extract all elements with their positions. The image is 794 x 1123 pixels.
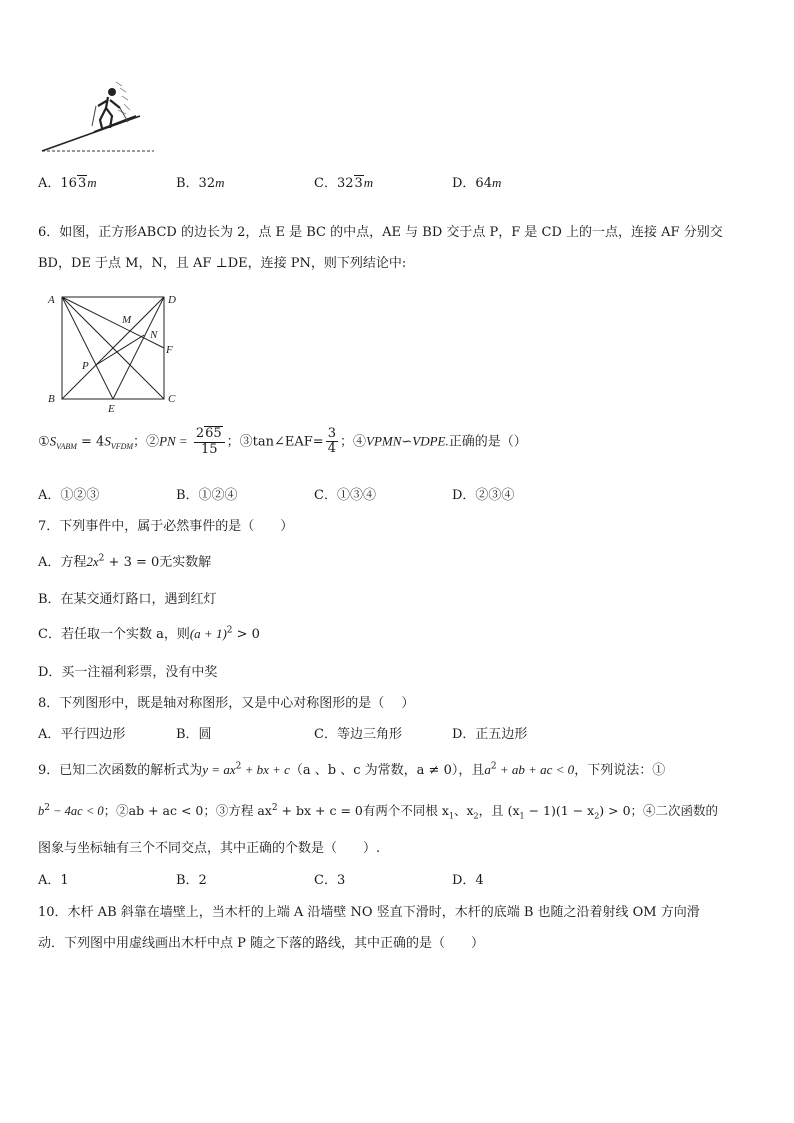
q10-line1: 10．木杆 AB 斜靠在墙壁上，当木杆的上端 A 沿墙壁 NO 竖直下滑时，木杆的底端 B 也随之沿着射线 OM 方向滑 <box>38 905 700 920</box>
label-f: F <box>166 344 173 356</box>
label-e: E <box>108 403 115 415</box>
q5-option-a[interactable]: A．163m <box>38 175 97 191</box>
square-abcd-figure <box>40 290 190 416</box>
label-c: C <box>168 393 176 405</box>
q6-option-d[interactable]: D．②③④ <box>452 488 515 503</box>
tan-fraction: $\frac{3}{4}$ <box>327 425 336 457</box>
label-n: N <box>150 329 158 341</box>
q9-line3: 图象与坐标轴有三个不同交点，其中正确的个数是（ ）. <box>38 841 381 856</box>
label-a: A <box>48 294 55 306</box>
q10-line2: 动．下列图中用虚线画出木杆中点 P 随之下落的路线，其中正确的是（ ） <box>38 936 485 951</box>
q9-options <box>38 869 590 888</box>
q8-options <box>38 723 590 742</box>
q5-options <box>38 172 590 191</box>
q9-option-d[interactable]: D．4 <box>452 873 484 888</box>
q9-line1: 9．已知二次函数的解析式为$y = ax^2$ + bx + c（a 、b 、c 为常数，a ≠ 0），且$a^2$ + ab + ac < 0，下列说法：① <box>38 761 666 778</box>
label-d: D <box>168 294 176 306</box>
q6-stem-line1: 6．如图，正方形ABCD 的边长为 2，点 E 是 BC 的中点，AE 与 BD 交于点 P，F 是 CD 上的一点，连接 AF 分别交 <box>38 225 723 240</box>
q9-option-b[interactable]: B．2 <box>176 873 207 888</box>
label-b: B <box>48 393 55 405</box>
q5-option-b[interactable]: B．32m <box>176 175 225 191</box>
q9-line2: $b^2 - 4ac < 0$；②ab + ac < 0；③方程 $ax^2$ + bx + c = 0有两个不同根 $x_1$、$x_2$，且 $(x_1 - 1)(1 - x_2) > 0$；④二次函数的 <box>38 802 719 821</box>
label-p: P <box>82 360 89 372</box>
q6-option-a[interactable]: A．①②③ <box>38 488 100 503</box>
q9-option-c[interactable]: C．3 <box>314 873 346 888</box>
q7-option-a[interactable]: A．方程$2x^2 + 3 = 0$无实数解 <box>38 553 212 570</box>
q6-option-b[interactable]: B．①②④ <box>176 488 238 503</box>
q6-options <box>38 484 590 503</box>
q8-option-c[interactable]: C．等边三角形 <box>314 727 402 742</box>
q8-stem: 8．下列图形中，既是轴对称图形，又是中心对称图形的是（ ） <box>38 696 415 711</box>
pn-fraction: $\frac{265}{15}$ <box>194 426 225 458</box>
q6-stem-line2: BD，DE 于点 M，N，且 AF ⊥DE，连接 PN，则下列结论中: <box>38 256 407 271</box>
q6-statements: $①S_{VABM} = 4S_{VFDM}$；②PN = $\frac{265}{15}$ ；③tan∠EAF= $\frac{3}{4}$ ；④VPMN∽VDPE.正确的是（） <box>38 425 527 457</box>
q8-option-d[interactable]: D．正五边形 <box>452 727 528 742</box>
q8-option-a[interactable]: A．平行四边形 <box>38 727 126 742</box>
q7-option-b[interactable]: B．在某交通灯路口，遇到红灯 <box>38 592 217 607</box>
q6-option-c[interactable]: C．①③④ <box>314 488 376 503</box>
q7-option-d[interactable]: D．买一注福利彩票，没有中奖 <box>38 665 218 680</box>
q5-option-c[interactable]: C．323m <box>314 175 374 191</box>
skier-slope-figure <box>36 80 160 156</box>
q7-stem: 7．下列事件中，属于必然事件的是（ ） <box>38 519 294 534</box>
q7-option-c[interactable]: C．若任取一个实数 a，则$(a + 1)^2 > 0$ <box>38 625 260 642</box>
q8-option-b[interactable]: B．圆 <box>176 727 212 742</box>
q5-option-d[interactable]: D．64m <box>452 175 502 191</box>
q9-option-a[interactable]: A．1 <box>38 873 69 888</box>
label-m: M <box>122 314 132 326</box>
